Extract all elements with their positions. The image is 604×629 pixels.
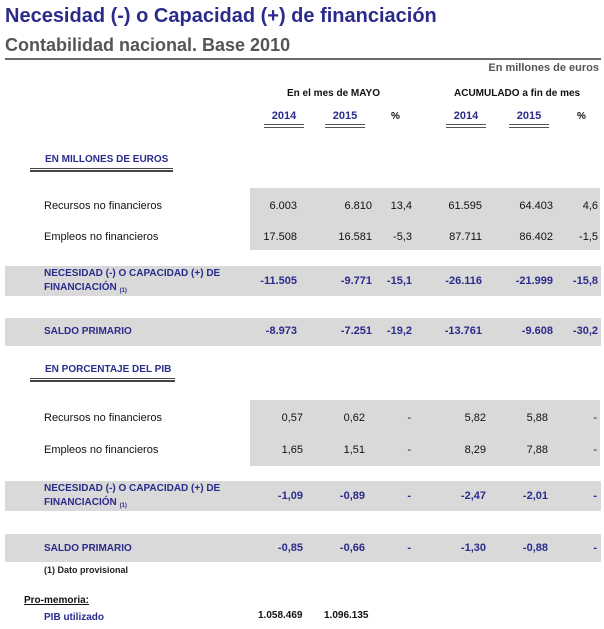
cell-value: -0,85 [277,542,303,554]
cell-value: 16.581 [338,231,372,243]
footnote-ref: (1) [119,503,127,509]
cell-value: 61.595 [448,200,482,212]
cell-value: -1,30 [460,542,486,554]
units-label: En millones de euros [488,62,599,74]
data-band [250,400,600,466]
cell-value: 6.003 [269,200,297,212]
cell-value: -8.973 [265,325,297,337]
row-label-empleos: Empleos no financieros [44,231,159,243]
pro-memoria-title: Pro-memoria: [24,595,90,606]
page-title: Necesidad (-) o Capacidad (+) de financiación [5,5,437,27]
section-title-pib: EN PORCENTAJE DEL PIB [45,364,172,375]
cell-value: 13,4 [390,200,412,212]
cell-value: 0,62 [343,412,365,424]
header-underline [509,124,549,128]
section-title-millions: EN MILLONES DE EUROS [45,154,169,165]
cell-value: 6.810 [344,200,372,212]
cell-value: 1,65 [281,444,303,456]
cell-value: -30,2 [572,325,598,337]
cumulative-group-header: ACUMULADO a fin de mes [454,88,581,99]
cell-value: 4,6 [582,200,598,212]
cell-value: -0,88 [522,542,548,554]
cell-value: 5,88 [526,412,548,424]
cell-value: 1,51 [343,444,365,456]
section-underline [30,168,173,172]
cell-value: - [407,444,411,456]
row-label-saldo: SALDO PRIMARIO [44,326,132,337]
cell-value: -15,8 [572,275,598,287]
cell-value: - [593,444,597,456]
col-header-cum-2014: 2014 [453,110,479,122]
cell-value: 64.403 [519,200,553,212]
cell-value: -11.505 [260,275,297,287]
header-underline [325,124,365,128]
row-label-empleos: Empleos no financieros [44,444,159,456]
header-underline [264,124,304,128]
section-underline [30,378,175,382]
col-header-month-2015: 2015 [332,110,358,122]
cell-value: -0,66 [339,542,365,554]
cell-value: -13.761 [444,325,482,337]
month-group-header: En el mes de MAYO [287,88,380,99]
cell-value: - [407,412,411,424]
cell-value: -7.251 [340,325,372,337]
row-label-necesidad: NECESIDAD (-) O CAPACIDAD (+) DE FINANCIACIÓN $_{(1)}$ [44,268,221,294]
pib-2015-value: 1.096.135 [324,610,369,621]
col-header-month-pct: % [391,111,400,122]
col-header-cum-pct: % [577,111,586,122]
row-label-saldo: SALDO PRIMARIO [44,543,132,554]
cell-value: -19,2 [386,325,412,337]
cell-value: - [593,490,597,502]
title-divider [5,58,601,60]
cell-value: 7,88 [526,444,548,456]
page-subtitle: Contabilidad nacional. Base 2010 [5,35,291,55]
row-label-necesidad: NECESIDAD (-) O CAPACIDAD (+) DE FINANCIACIÓN $_{(1)}$ [44,483,221,509]
cell-value: -21.999 [515,275,553,287]
cell-value: -1,09 [277,490,303,502]
cell-value: -15,1 [386,275,412,287]
cell-value: -0,89 [339,490,365,502]
header-underline [446,124,486,128]
cell-value: 5,82 [464,412,486,424]
pib-2014-value: 1.058.469 [258,610,303,621]
col-header-month-2014: 2014 [271,110,297,122]
cell-value: 8,29 [464,444,486,456]
cell-value: 87.711 [449,231,482,243]
pib-label: PIB utilizado [44,612,104,623]
footnote: (1) Dato provisional [44,565,129,575]
cell-value: -26.116 [445,275,482,287]
row-label-recursos: Recursos no financieros [44,200,163,212]
cell-value: 17.508 [263,231,297,243]
footnote-ref: (1) [119,288,127,294]
cell-value: 86.402 [519,231,553,243]
cell-value: 0,57 [281,412,303,424]
cell-value: -1,5 [579,231,598,243]
cell-value: - [407,490,411,502]
row-label-recursos: Recursos no financieros [44,412,163,424]
cell-value: -2,01 [522,490,548,502]
cell-value: -9.608 [521,325,553,337]
cell-value: -9.771 [340,275,372,287]
cell-value: - [407,542,411,554]
cell-value: - [593,542,597,554]
cell-value: -5,3 [393,231,412,243]
col-header-cum-2015: 2015 [516,110,542,122]
cell-value: -2,47 [460,490,486,502]
cell-value: - [593,412,597,424]
